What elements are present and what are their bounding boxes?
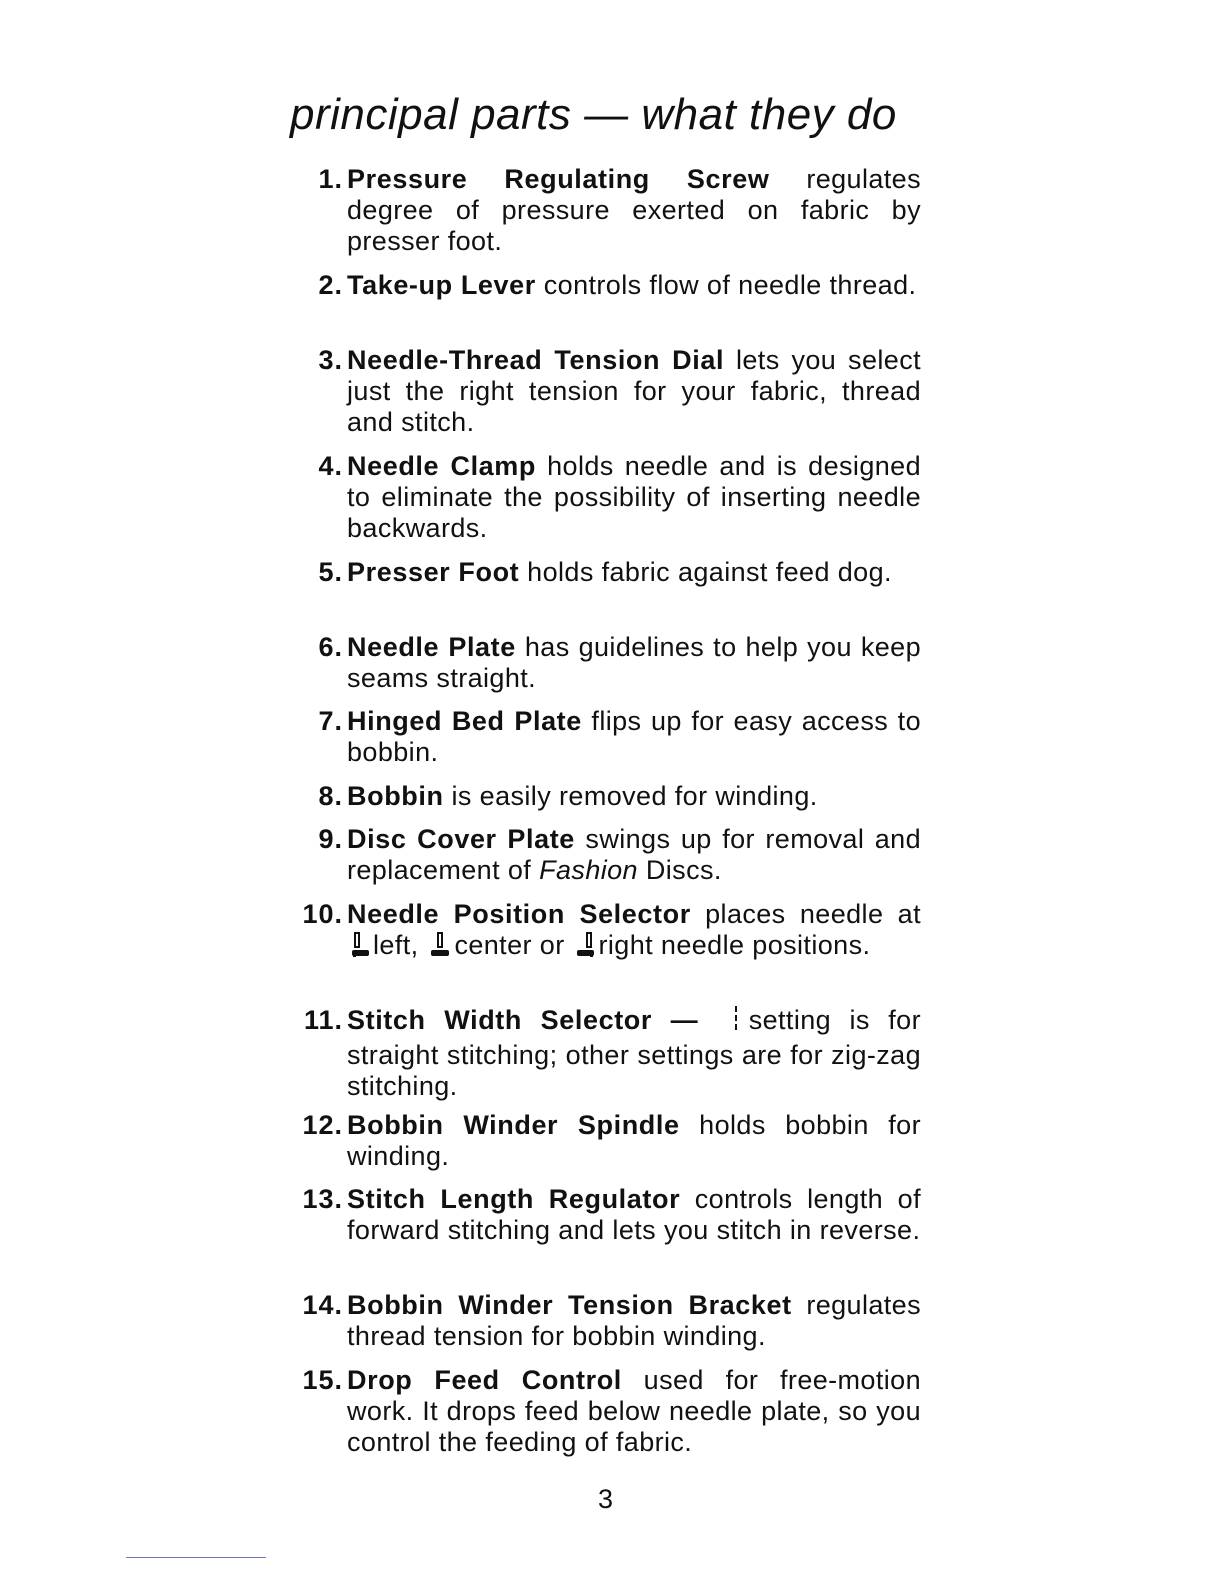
item-number: 5. [318,557,343,587]
page-title: principal parts — what they do [290,90,897,139]
part-description: used for free-motion work. It drops feed below needle plate, so you control the feeding of fabric. [347,1365,921,1457]
needle-right-label: right needle positions. [598,930,871,960]
list-item [285,270,921,301]
part-description: holds needle and is designed to eliminate the possibility of inserting needle backwards. [347,451,921,543]
item-text [347,1184,921,1246]
part-name: Disc Cover Plate [347,824,575,854]
item-text [347,451,921,544]
list-item [285,164,921,257]
needle-center-position-icon [428,930,452,965]
list-item [285,899,921,965]
part-name: Needle-Thread Tension Dial [347,345,725,375]
list-item [285,1365,921,1458]
part-name: Needle Clamp [347,451,536,481]
list-item [285,1110,921,1172]
part-description: holds bobbin for winding. [347,1110,921,1171]
needle-center-label: center or [454,930,565,960]
part-description: controls length of forward stitching and lets you stitch in reverse. [347,1184,921,1245]
part-name: Pressure Regulating Screw [347,164,770,194]
item-number: 11. [303,1005,343,1035]
part-name: Hinged Bed Plate [347,706,582,736]
item-number: 12. [302,1110,343,1140]
item-number: 7. [318,706,343,736]
part-description: holds fabric against feed dog. [519,557,892,587]
item-number: 10. [302,899,343,929]
list-item [285,1290,921,1352]
part-name: Stitch Width Selector — [347,1005,699,1035]
part-name: Bobbin Winder Tension Bracket [347,1290,792,1320]
item-number: 1. [318,164,343,194]
list-item [285,1005,921,1102]
item-number: 13. [302,1184,343,1214]
item-text [347,1365,921,1458]
item-number: 14. [302,1290,343,1320]
item-text [347,1290,921,1352]
part-description: controls flow of needle thread. [535,270,917,300]
list-item [285,451,921,544]
item-number: 8. [318,781,343,811]
item-text [347,706,921,768]
list-item [285,781,921,812]
part-description: regulates thread tension for bobbin winding. [347,1290,921,1351]
part-description: regulates degree of pressure exerted on fabric by presser foot. [347,164,921,256]
part-description-end: Discs. [637,855,722,885]
fashion-discs-emphasis: Fashion [539,855,638,885]
part-name: Take-up Lever [347,270,536,300]
list-item [285,706,921,768]
list-item [285,345,921,438]
item-text [347,345,921,438]
item-text [347,781,921,812]
straight-stitch-setting-icon [733,1005,739,1040]
item-text [347,899,921,965]
item-text [347,632,921,694]
margin-rule [126,1557,266,1558]
item-text [347,1110,921,1172]
part-name: Presser Foot [347,557,520,587]
needle-right-position-icon [575,930,597,965]
part-description: setting is for straight stitching; other settings are for zig-zag stitching. [347,1005,921,1101]
needle-left-label: left, [373,930,419,960]
part-name: Needle Position Selector [347,899,691,929]
item-text [347,164,921,257]
part-description: has guidelines to help you keep seams straight. [347,632,922,693]
part-name: Bobbin Winder Spindle [347,1110,680,1140]
list-item [285,824,921,886]
list-item [285,557,921,588]
part-description: flips up for easy access to bobbin. [347,706,921,767]
part-description: places needle at [690,899,921,929]
item-number: 3. [318,345,343,375]
page-number: 3 [598,1484,614,1514]
part-name: Drop Feed Control [347,1365,622,1395]
part-name: Needle Plate [347,632,516,662]
part-name: Bobbin [347,781,444,811]
list-item [285,1184,921,1246]
item-number: 9. [318,824,343,854]
needle-left-position-icon [349,930,371,965]
item-number: 2. [318,270,343,300]
item-number: 15. [302,1365,343,1395]
item-text [347,824,921,886]
part-description: is easily removed for winding. [443,781,818,811]
part-description: swings up for removal and replacement of [347,824,922,885]
item-text [347,1005,921,1102]
item-number: 4. [318,451,343,481]
part-name: Stitch Length Regulator [347,1184,681,1214]
part-description: lets you select just the right tension for your fabric, thread and stitch. [347,345,921,437]
item-text [347,270,921,301]
list-item [285,632,921,694]
item-text [347,557,921,588]
item-number: 6. [318,632,343,662]
